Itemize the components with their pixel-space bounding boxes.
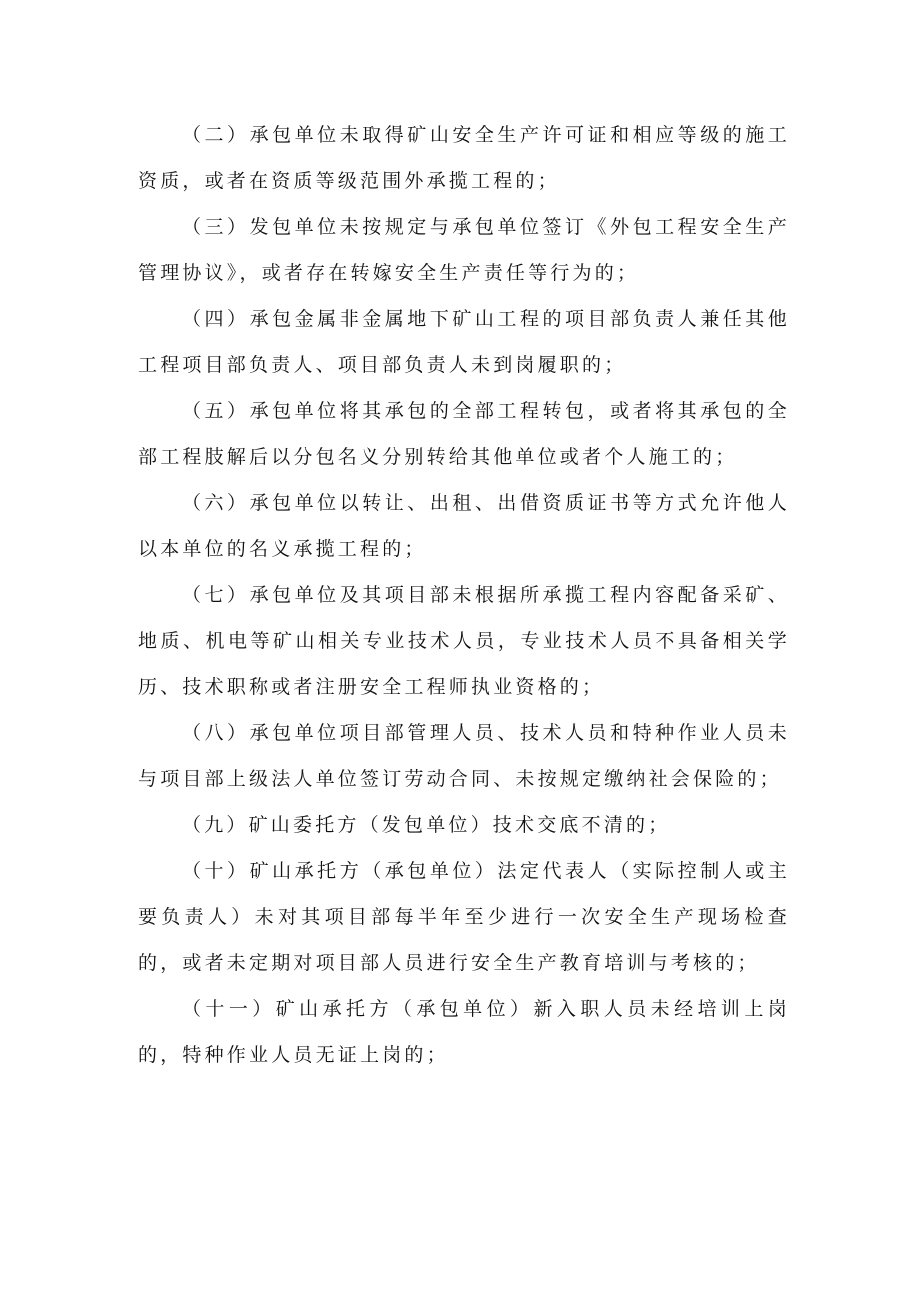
paragraph-item-9: （九）矿山委托方（发包单位）技术交底不清的； (182, 814, 671, 836)
paragraph-item-8: （八）承包单位项目部管理人员、技术人员和特种作业人员未与项目部上级法人单位签订劳动合同、未按规定缴纳社会保险的； (138, 722, 790, 790)
document-body (138, 112, 790, 1078)
paragraph-item-10: （十）矿山承托方（承包单位）法定代表人（实际控制人或主要负责人）未对其项目部每半年至少进行一次安全生产现场检查的，或者未定期对项目部人员进行安全生产教育培训与考核的； (138, 860, 790, 974)
paragraph-item-2: （二）承包单位未取得矿山安全生产许可证和相应等级的施工资质，或者在资质等级范围外承揽工程的； (138, 124, 790, 192)
paragraph-item-11: （十一）矿山承托方（承包单位）新入职人员未经培训上岗的，特种作业人员无证上岗的； (138, 998, 790, 1066)
paragraph-item-3: （三）发包单位未按规定与承包单位签订《外包工程安全生产管理协议》，或者存在转嫁安全生产责任等行为的； (138, 216, 790, 284)
paragraph-item-6: （六）承包单位以转让、出租、出借资质证书等方式允许他人以本单位的名义承揽工程的； (138, 492, 790, 560)
paragraph-item-4: （四）承包金属非金属地下矿山工程的项目部负责人兼任其他工程项目部负责人、项目部负责人未到岗履职的； (138, 308, 790, 376)
paragraph-item-5: （五）承包单位将其承包的全部工程转包，或者将其承包的全部工程肢解后以分包名义分别转给其他单位或者个人施工的； (138, 400, 790, 468)
paragraph-item-7: （七）承包单位及其项目部未根据所承揽工程内容配备采矿、地质、机电等矿山相关专业技术人员，专业技术人员不具备相关学历、技术职称或者注册安全工程师执业资格的； (138, 584, 790, 698)
